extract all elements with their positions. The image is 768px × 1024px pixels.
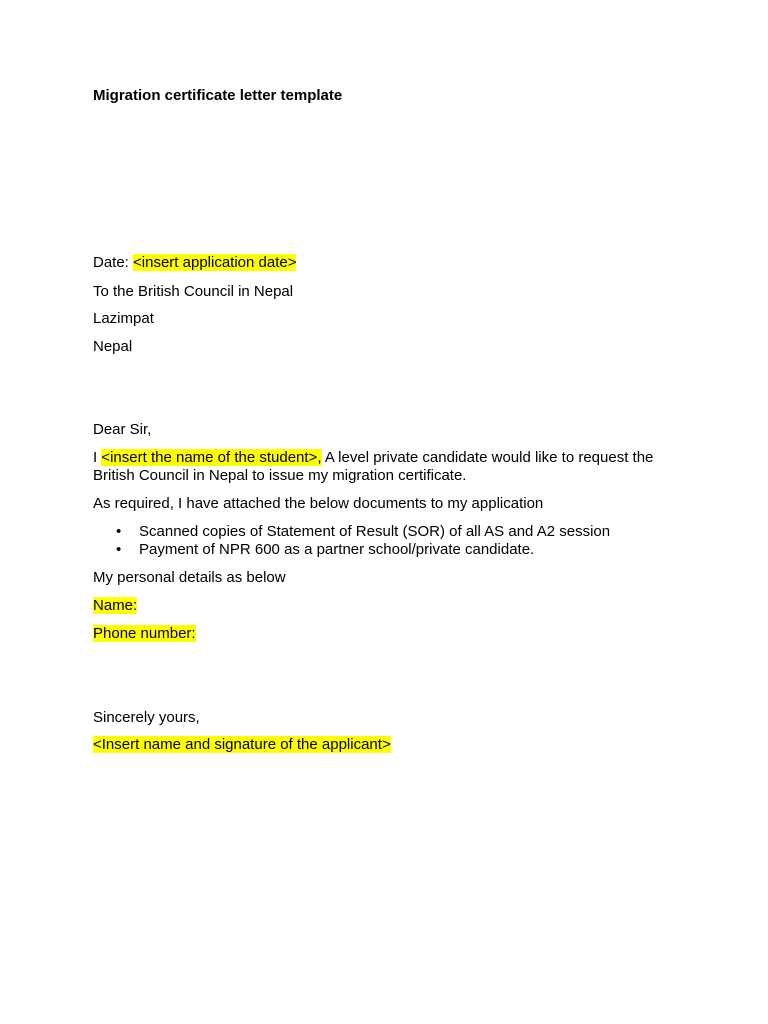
list-item xyxy=(93,523,610,541)
closing: Sincerely yours, xyxy=(93,709,200,726)
personal-details-intro: My personal details as below xyxy=(93,569,286,586)
signature-placeholder: <Insert name and signature of the applicant> xyxy=(93,736,391,753)
student-name-placeholder: <insert the name of the student>, xyxy=(101,449,322,466)
date-line xyxy=(93,254,296,272)
request-line-2: British Council in Nepal to issue my migration certificate. xyxy=(93,467,467,484)
name-label: Name: xyxy=(93,597,138,614)
salutation: Dear Sir, xyxy=(93,421,152,438)
address-line-2: Lazimpat xyxy=(93,310,154,327)
attachment-item-1: Scanned copies of Statement of Result (SOR) of all AS and A2 session xyxy=(139,523,611,540)
request-line-1 xyxy=(93,449,653,467)
address-line-3: Nepal xyxy=(93,338,133,355)
attachments-list xyxy=(93,523,610,559)
phone-line xyxy=(93,625,196,643)
request-line-1-rest: A level private candidate would like to request the xyxy=(321,449,654,466)
list-item xyxy=(93,541,610,559)
phone-label: Phone number: xyxy=(93,625,196,642)
name-line xyxy=(93,597,137,615)
request-prefix: I xyxy=(93,449,102,466)
bullet-icon: • xyxy=(116,541,122,558)
bullet-icon: • xyxy=(116,523,122,540)
attachment-item-2: Payment of NPR 600 as a partner school/private candidate. xyxy=(139,541,535,558)
document-title: Migration certificate letter template xyxy=(93,87,343,104)
date-placeholder: <insert application date> xyxy=(133,254,297,271)
address-line-1: To the British Council in Nepal xyxy=(93,283,294,300)
attachments-intro: As required, I have attached the below documents to my application xyxy=(93,495,544,512)
signature-line xyxy=(93,736,391,754)
date-label: Date: xyxy=(93,254,134,271)
